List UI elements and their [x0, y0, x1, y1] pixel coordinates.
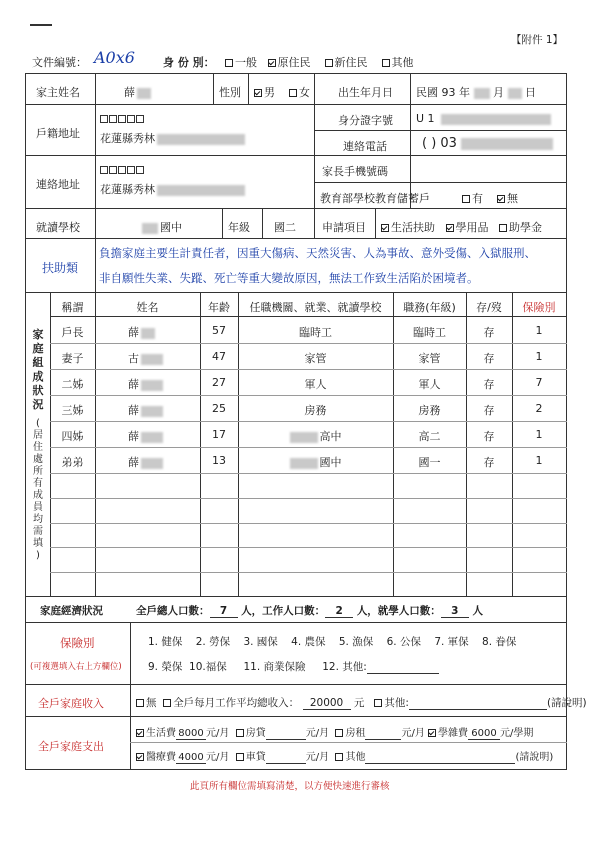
checkbox-checked[interactable] — [254, 89, 262, 97]
cell-title: 戶長 — [61, 326, 84, 339]
cell-title: 四姊 — [61, 430, 84, 443]
checkbox-checked[interactable] — [497, 195, 505, 203]
cell-insurance: 1 — [535, 454, 543, 467]
checkbox-checked[interactable] — [268, 59, 276, 67]
school-value: 國中 — [142, 219, 182, 235]
cell-status: 存 — [483, 352, 495, 365]
insurance-label: 保險別 — [60, 636, 95, 650]
phone-label: 連絡電話 — [343, 140, 387, 153]
checkbox[interactable] — [236, 753, 244, 761]
expense-rent[interactable]: 房租 — [335, 728, 365, 739]
cell-status: 存 — [483, 378, 495, 391]
household-code-boxes — [100, 108, 145, 127]
attachment-label: 【附件 1】 — [511, 34, 564, 46]
cell-name: 薛 — [128, 376, 163, 392]
birth-value: 民國 93 年 月 日 — [416, 86, 536, 99]
birth-label: 出生年月日 — [338, 86, 393, 99]
cell-org: 國中 — [238, 454, 393, 470]
footer-note: 此頁所有欄位需填寫清楚，以方便快速進行審核 — [190, 781, 390, 792]
header-title: 稱謂 — [61, 301, 84, 314]
checkbox[interactable] — [335, 729, 343, 737]
cell-title: 二姊 — [61, 378, 84, 391]
insurance-note: (可複選填入右上方欄位) — [30, 662, 122, 672]
cell-name: 古 — [128, 350, 163, 366]
cell-insurance: 1 — [535, 428, 543, 441]
gender-label: 性別 — [219, 86, 241, 99]
name-value: 薛 — [124, 84, 151, 100]
checkbox[interactable] — [236, 729, 244, 737]
gender-female[interactable]: 女 — [289, 86, 310, 99]
income-avg[interactable]: 全戶每月工作平均總收入： — [163, 697, 299, 709]
cell-job: 國一 — [418, 456, 441, 469]
checkbox[interactable] — [225, 59, 233, 67]
file-no-value: A0x6 — [94, 48, 135, 67]
identity-option-other[interactable]: 其他 — [382, 56, 414, 69]
cell-insurance: 1 — [535, 324, 543, 337]
economy-label: 家庭經濟狀況 — [40, 605, 103, 617]
cell-job: 軍人 — [418, 378, 441, 391]
cell-org: 家管 — [304, 352, 327, 365]
cell-job: 房務 — [418, 404, 441, 417]
income-label: 全戶家庭收入 — [38, 697, 104, 710]
cell-insurance: 7 — [535, 376, 543, 389]
gender-male[interactable]: 男 — [254, 86, 275, 99]
cell-job: 臨時工 — [413, 326, 446, 339]
checkbox[interactable] — [325, 59, 333, 67]
expense-label: 全戶家庭支出 — [38, 740, 104, 753]
cell-age: 13 — [212, 454, 226, 467]
identity-option-aboriginal[interactable]: 原住民 — [268, 56, 311, 69]
name-label: 家主姓名 — [36, 86, 80, 99]
contact-label: 連絡地址 — [36, 178, 80, 191]
checkbox-checked[interactable] — [428, 729, 436, 737]
cell-title: 三姊 — [61, 404, 84, 417]
income-other[interactable]: 其他: — [374, 697, 409, 709]
apply-label: 申請項目 — [322, 221, 366, 234]
checkbox[interactable] — [374, 699, 382, 707]
apply-supplies[interactable]: 學用品 — [446, 221, 489, 234]
contact-code-boxes — [100, 159, 145, 178]
cell-org: 房務 — [304, 404, 327, 417]
cell-job: 家管 — [418, 352, 441, 365]
header-job: 職務(年級) — [403, 301, 456, 314]
aid-line-1: 負擔家庭主要生計責任者，因重大傷病、天然災害、人為事故、意外受傷、入獄服刑、 — [99, 246, 536, 260]
checkbox[interactable] — [335, 753, 343, 761]
savings-label: 教育部學校教育儲蓄戶 — [320, 192, 430, 205]
household-value: 花蓮縣秀林 — [100, 130, 245, 146]
cell-age: 47 — [212, 350, 226, 363]
cell-status: 存 — [483, 430, 495, 443]
cell-age: 57 — [212, 324, 226, 337]
aid-line-2: 非自願性失業、失蹤、死亡等重大變故原因，無法工作致生活陷於困境者。 — [99, 271, 479, 285]
cell-status: 存 — [483, 456, 495, 469]
aid-label: 扶助類 — [42, 261, 79, 275]
cell-title: 弟弟 — [61, 456, 84, 469]
cell-org: 高中 — [238, 428, 393, 444]
grade-label: 年級 — [228, 221, 250, 234]
checkbox[interactable] — [136, 699, 144, 707]
expense-row-1: 生活費 8000 元/月 房貸 元/月 房租 元/月 學雜費 6000 元/學期 — [136, 724, 533, 740]
savings-no[interactable]: 無 — [497, 192, 518, 205]
cell-status: 存 — [483, 404, 495, 417]
id-label: 身分證字號 — [338, 114, 393, 127]
header-org: 任職機關、就業、就讀學校 — [249, 301, 382, 314]
checkbox-checked[interactable] — [136, 753, 144, 761]
identity-label: 身 份 別： — [163, 56, 215, 69]
cell-job: 高二 — [418, 430, 441, 443]
header-insurance: 保險別 — [522, 301, 556, 314]
checkbox[interactable] — [499, 224, 507, 232]
cell-status: 存 — [483, 326, 495, 339]
grade-value: 國二 — [274, 221, 296, 234]
cell-insurance: 1 — [535, 350, 543, 363]
contact-value: 花蓮縣秀林 — [100, 181, 245, 197]
cell-age: 27 — [212, 376, 226, 389]
phone-value: ( ) 03 — [422, 136, 553, 151]
expense-living[interactable]: 生活費 — [136, 728, 176, 739]
savings-options — [462, 190, 518, 206]
cell-name: 薛 — [128, 428, 163, 444]
header-name: 姓名 — [136, 301, 159, 314]
cell-org: 軍人 — [304, 378, 327, 391]
checkbox[interactable] — [382, 59, 390, 67]
cell-age: 17 — [212, 428, 226, 441]
cell-name: 薛 — [128, 324, 155, 340]
cell-name: 薛 — [128, 402, 163, 418]
identity-option-new[interactable]: 新住民 — [325, 56, 368, 69]
parent-phone-label: 家長手機號碼 — [322, 165, 388, 178]
expense-tuition[interactable]: 學雜費 — [428, 728, 468, 739]
family-side-note: ( 居 住 處 所 有 成 員 均 需 填 ) — [33, 418, 43, 561]
family-side-label: 家 庭 組 成 狀 況 — [32, 328, 44, 411]
cell-org: 臨時工 — [299, 326, 332, 339]
checkbox[interactable] — [289, 89, 297, 97]
insurance-line-1: 1. 健保 2. 勞保 3. 國保 4. 農保 5. 漁保 6. 公保 7. 軍保 8. 眷保 — [148, 636, 517, 648]
cell-title: 妻子 — [61, 352, 84, 365]
checkbox-checked[interactable] — [381, 224, 389, 232]
file-no-label: 文件編號： — [32, 56, 87, 69]
checkbox[interactable] — [462, 195, 470, 203]
checkbox[interactable] — [163, 699, 171, 707]
cell-name: 薛 — [128, 454, 163, 470]
expense-medical[interactable]: 醫療費 — [136, 752, 176, 763]
apply-grant[interactable]: 助學金 — [499, 221, 542, 234]
income-none[interactable]: 無 — [136, 697, 157, 709]
apply-living[interactable]: 生活扶助 — [381, 221, 435, 234]
gender-options — [254, 84, 310, 100]
economy-line: 全戶總人口數： 7 人，工作人口數： 2 人，就學人口數： 3 人 — [136, 605, 483, 617]
savings-yes[interactable]: 有 — [462, 192, 483, 205]
expense-row-2: 醫療費 4000 元/月 車貸 元/月 其他 (請說明) — [136, 748, 553, 764]
expense-mortgage[interactable]: 房貸 — [236, 728, 266, 739]
id-value: U 1 — [416, 112, 551, 125]
income-line: 無 全戶每月工作平均總收入： 20000 元 其他: (請說明) — [136, 695, 587, 710]
cell-age: 25 — [212, 402, 226, 415]
identity-option-general[interactable]: 一般 — [225, 56, 257, 69]
checkbox-checked[interactable] — [136, 729, 144, 737]
identity-options — [225, 54, 414, 70]
school-label: 就讀學校 — [36, 221, 80, 234]
file-no-dash — [30, 24, 52, 26]
expense-other[interactable]: 其他 — [335, 752, 365, 763]
expense-car-loan[interactable]: 車貸 — [236, 752, 266, 763]
household-label: 戶籍地址 — [36, 127, 80, 140]
checkbox-checked[interactable] — [446, 224, 454, 232]
insurance-line-2: 9. 榮保 10.福保 11. 商業保險 12. 其他: — [148, 659, 439, 674]
cell-insurance: 2 — [535, 402, 543, 415]
apply-options — [381, 219, 542, 235]
header-age: 年齡 — [208, 301, 230, 314]
header-status: 存/歿 — [476, 301, 502, 314]
